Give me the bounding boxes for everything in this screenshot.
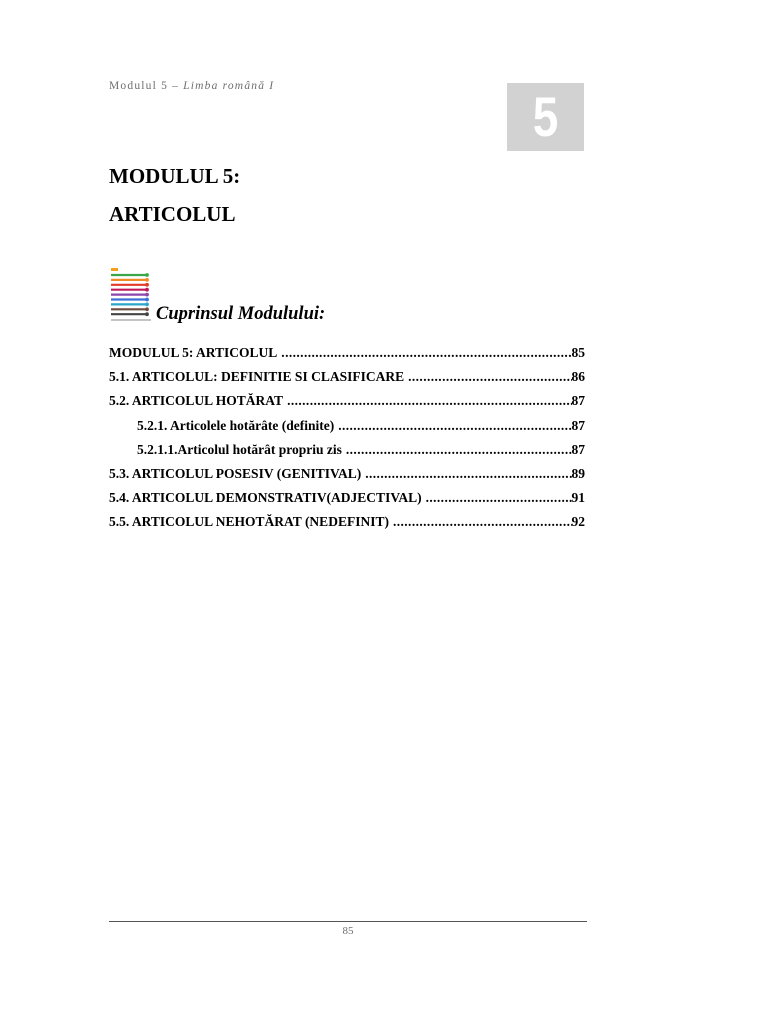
toc-entry-page: 91 — [571, 490, 585, 506]
module-title-line-1: MODULUL 5: — [109, 164, 241, 188]
icon-line-tip — [145, 293, 149, 297]
toc-entry-page: 87 — [571, 417, 585, 433]
toc-entry[interactable] — [109, 442, 585, 466]
footer-divider — [109, 921, 587, 922]
toc-entry-page: 87 — [571, 393, 585, 409]
toc-entry-label: 5.2.1.1.Articolul hotărât propriu zis — [137, 441, 342, 457]
module-title-line-2: ARTICOLUL — [109, 202, 236, 226]
toc-entry[interactable] — [109, 490, 585, 514]
toc-dot-leader — [426, 490, 572, 506]
chapter-number: 5 — [532, 85, 559, 148]
toc-dot-leader — [338, 418, 571, 434]
toc-dot-leader — [393, 514, 572, 530]
icon-line-tip — [145, 283, 149, 287]
toc-entry[interactable] — [109, 514, 585, 538]
toc-entry-label: 5.1. ARTICOLUL: DEFINITIE SI CLASIFICARE — [109, 369, 405, 385]
toc-dot-leader — [346, 442, 572, 458]
toc-entry-page: 92 — [571, 514, 585, 530]
running-header-book: Limba română I — [183, 80, 275, 92]
table-of-contents — [109, 345, 585, 539]
toc-entry-page: 85 — [571, 345, 585, 360]
toc-entry-label: 5.3. ARTICOLUL POSESIV (GENITIVAL) — [109, 465, 362, 481]
toc-entry-label: 5.5. ARTICOLUL NEHOTĂRAT (NEDEFINIT) — [109, 514, 389, 530]
toc-entry-label: 5.2. ARTICOLUL HOTĂRAT — [109, 393, 284, 409]
toc-entry[interactable] — [109, 345, 585, 369]
toc-entry[interactable] — [109, 418, 585, 442]
toc-entry-label: 5.4. ARTICOLUL DEMONSTRATIV(ADJECTIVAL) — [109, 490, 422, 506]
toc-entry-page: 89 — [571, 465, 585, 481]
toc-entry[interactable] — [109, 369, 585, 393]
icon-line-tip — [145, 303, 149, 307]
page-number: 85 — [342, 925, 354, 937]
icon-line-tip — [145, 298, 149, 302]
icon-line-tip — [145, 307, 149, 311]
toc-dot-leader — [281, 345, 571, 361]
running-header — [109, 80, 274, 92]
toc-dot-leader — [365, 466, 571, 482]
colored-lines-toc-icon — [110, 267, 152, 322]
toc-entry[interactable] — [109, 466, 585, 490]
icon-line-tip — [145, 278, 149, 282]
toc-entry-label: MODULUL 5: ARTICOLUL — [109, 345, 278, 360]
toc-dot-leader — [287, 393, 571, 409]
icon-line-tip — [145, 312, 149, 316]
chapter-number-badge — [507, 83, 584, 151]
running-header-module: Modulul 5 – — [109, 80, 184, 92]
toc-dot-leader — [408, 369, 571, 385]
toc-entry-page: 86 — [571, 369, 585, 385]
toc-entry[interactable] — [109, 393, 585, 417]
toc-entry-label: 5.2.1. Articolele hotărâte (definite) — [137, 417, 335, 433]
icon-line-tip — [145, 273, 149, 277]
toc-entry-page: 87 — [571, 441, 585, 457]
icon-line-tip — [145, 288, 149, 292]
toc-heading: Cuprinsul Modulului: — [156, 304, 326, 324]
